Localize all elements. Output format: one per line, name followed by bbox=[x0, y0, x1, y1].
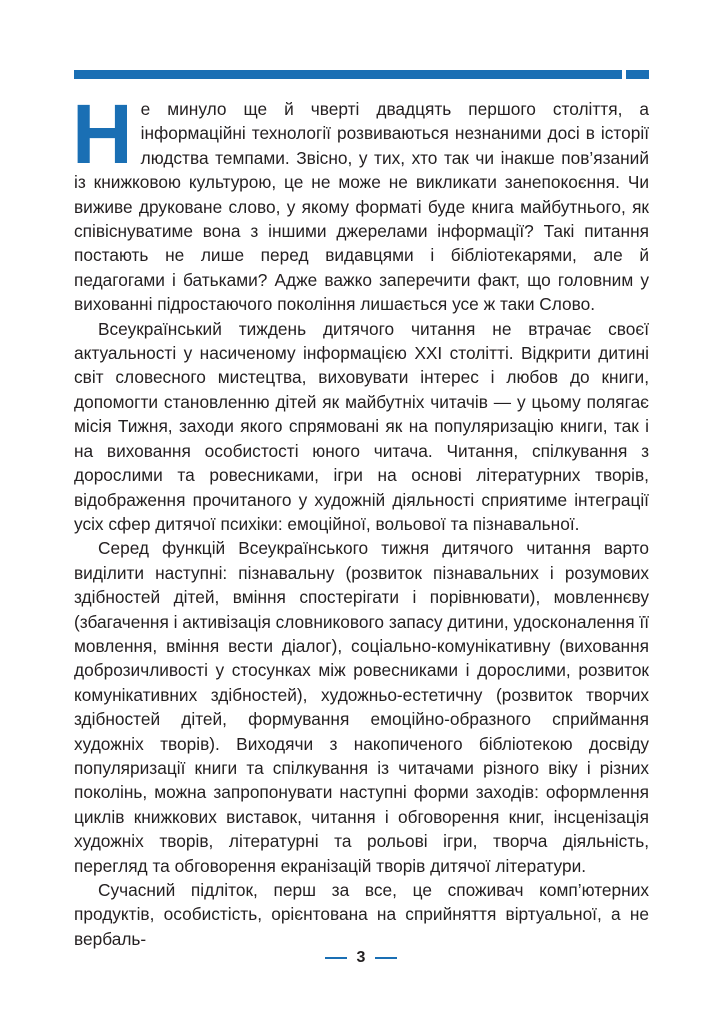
page-number: 3 bbox=[356, 949, 366, 966]
body-text bbox=[72, 87, 649, 951]
paragraph-1 bbox=[72, 87, 649, 317]
paragraph-3: Серед функцій Всеукраїнського тижня дитячого читання варто виділити наступні: пізнавальну (розвиток пізнавальних і розумових здібностей дітей, вміння спостерігати і порівнювати), мовленнєву (збагачення і активізація словникового запасу дитини, удосконалення її мовлення, вміння вести діалог), соціально-комунікативну (виховання доброзичливості у стосунках між ровесниками і дорослими, розвиток комунікативних здібностей), художньо-естетичну (розвиток творчих здібностей дітей, формування емоційно-образного сприймання художніх творів). Виходячи з накопиченого бібліотекою досвіду популяризації книги та спілкування із читачами різного віку і різних поколінь, можна запропонувати наступні форми заходів: оформлення циклів книжкових виставок, читання і обговорення книг, інсценізація художніх творів, літературні та рольові ігри, творча діяльність, перегляд та обговорення екранізацій творів дитячої літератури. bbox=[74, 538, 649, 876]
header-accent-bar bbox=[74, 70, 622, 79]
drop-cap: Н bbox=[72, 87, 133, 181]
footer-line-left bbox=[325, 957, 347, 959]
page-footer bbox=[0, 948, 722, 968]
footer-line-right bbox=[375, 957, 397, 959]
paragraph-4: Сучасний підліток, перш за все, це споживач комп’ютерних продуктів, особистість, орієнтована на сприйняття віртуальної, а не вербаль- bbox=[74, 880, 649, 949]
header-accent-bar-short bbox=[626, 70, 649, 79]
paragraph-1-text: е минуло ще й чверті двадцять першого століття, а інформаційні технології розвиваються незнаними досі в історії людства темпами. Звісно, у тих, хто так чи інакше пов’язаний із книжковою культурою, це не може не викликати занепокоєння. Чи виживе друковане слово, у якому форматі буде книга майбутнього, як співіснуватиме вона з іншими джерелами інформації? Такі питання постають не лише перед видавцями і бібліотекарями, але й педагогами і батьками? Адже важко заперечити факт, що головним у вихованні підростаючого покоління лишається усе ж таки Слово. bbox=[74, 99, 649, 315]
paragraph-2: Всеукраїнський тиждень дитячого читання не втрачає своєї актуальності у насиченому інформацією ХХІ столітті. Відкрити дитині світ словесного мистецтва, виховувати інтерес і любов до книги, допомогти становленню дітей як майбутніх читачів — у цьому полягає місія Тижня, заходи якого спрямовані як на популяризацію книги, так і на виховання особистості юного читача. Читання, спілкування з дорослими та ровесниками, ігри на основі літературних творів, відображення прочитаного у художній діяльності сприятиме інтеграції усіх сфер дитячої психіки: емоційної, вольової та пізнавальної. bbox=[74, 318, 649, 534]
